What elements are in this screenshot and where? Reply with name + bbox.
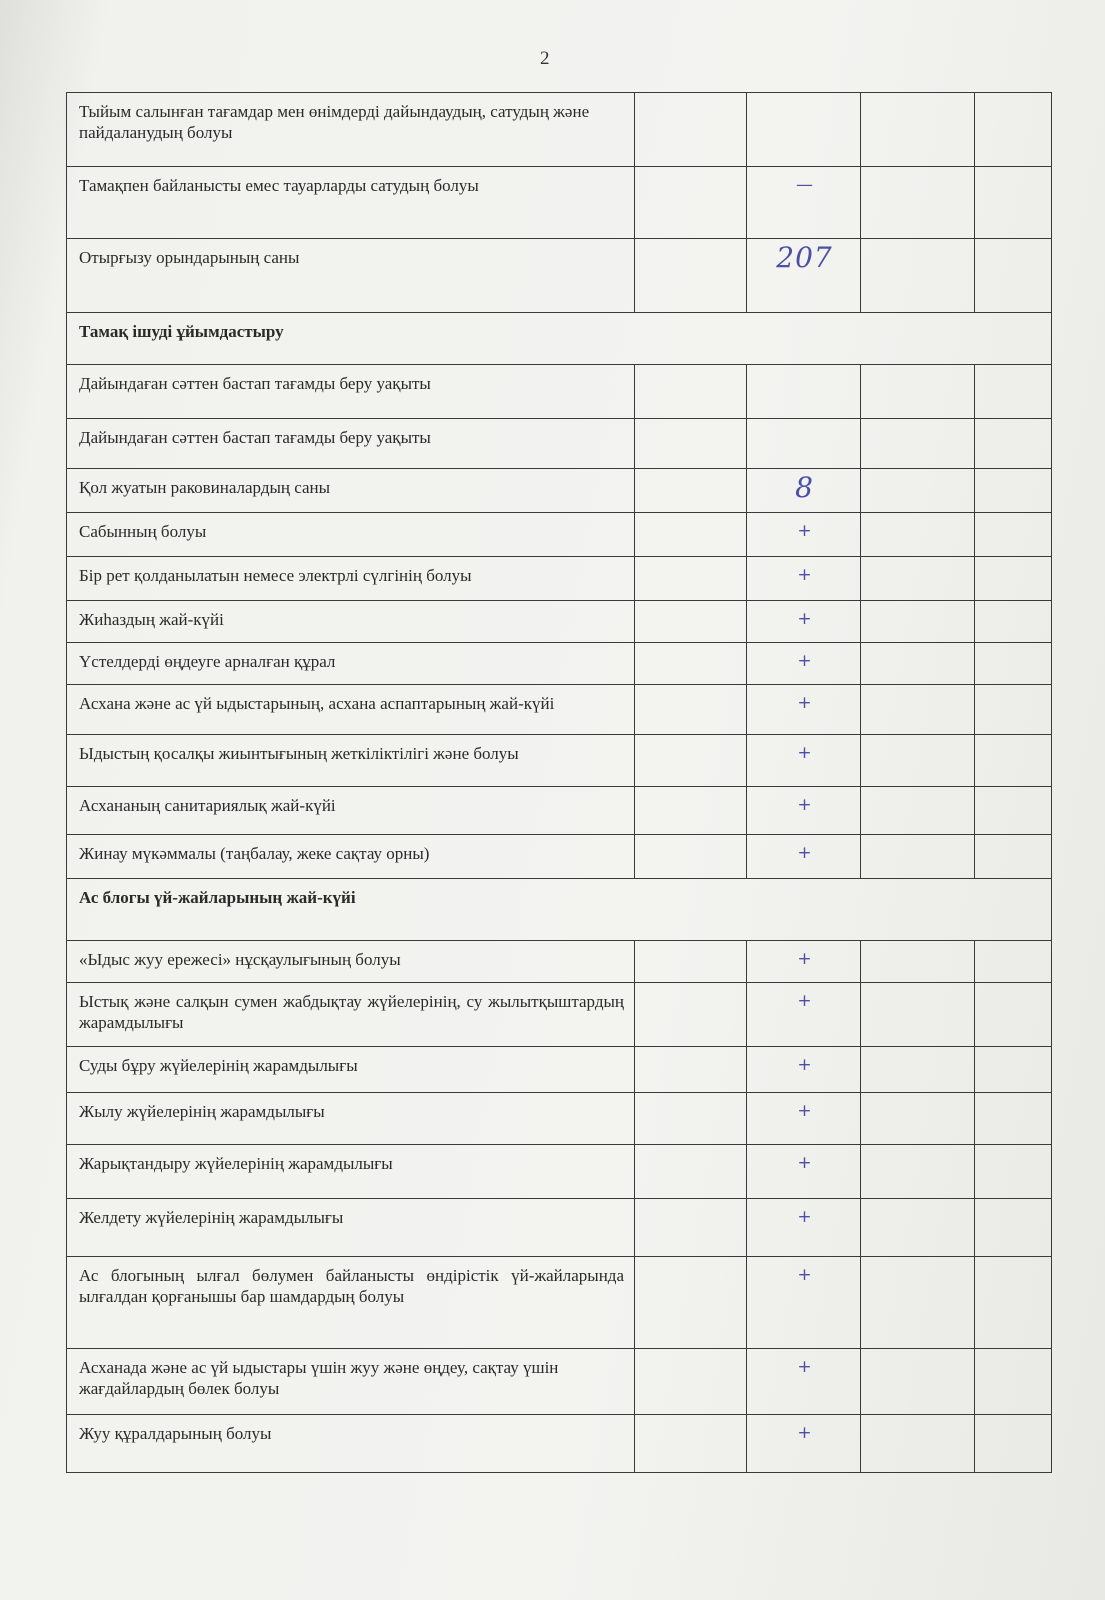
empty-cell [975, 735, 1052, 787]
empty-cell [975, 1199, 1052, 1257]
handwritten-mark: + [747, 513, 861, 557]
empty-cell [975, 1349, 1052, 1415]
empty-cell [635, 1257, 747, 1349]
table-row [67, 1349, 1052, 1415]
table-row [67, 513, 1052, 557]
handwritten-mark: + [747, 1257, 861, 1349]
row-label: Ыдыстың қосалқы жиынтығының жеткіліктілігі және болуы [67, 735, 635, 787]
table-row [67, 1093, 1052, 1145]
row-label: Тыйым салынған тағамдар мен өнімдерді дайындаудың, сатудың және пайдаланудың болуы [67, 93, 635, 167]
section-heading: Ас блогы үй-жайларының жай-күйі [67, 879, 1052, 941]
table-row [67, 1047, 1052, 1093]
inspection-table [66, 92, 1052, 1473]
handwritten-mark: + [747, 1145, 861, 1199]
empty-cell [861, 835, 975, 879]
handwritten-mark: + [747, 835, 861, 879]
row-label: Жылу жүйелерінің жарамдылығы [67, 1093, 635, 1145]
empty-cell [975, 167, 1052, 239]
table-row [67, 601, 1052, 643]
page-number: 2 [540, 48, 550, 69]
empty-cell [635, 1093, 747, 1145]
handwritten-mark: — [747, 167, 861, 239]
row-label: Тамақпен байланысты емес тауарларды сатудың болуы [67, 167, 635, 239]
table-row [67, 1257, 1052, 1349]
handwritten-mark: + [747, 1093, 861, 1145]
table-row [67, 983, 1052, 1047]
empty-cell [975, 365, 1052, 419]
empty-cell [635, 983, 747, 1047]
row-label: Желдету жүйелерінің жарамдылығы [67, 1199, 635, 1257]
empty-cell [861, 1257, 975, 1349]
empty-cell [975, 1415, 1052, 1473]
empty-cell [975, 513, 1052, 557]
row-label: Қол жуатын раковиналардың саны [67, 469, 635, 513]
row-label: Жиһаздың жай-күйі [67, 601, 635, 643]
empty-cell [861, 513, 975, 557]
table-row [67, 1199, 1052, 1257]
handwritten-mark: + [747, 941, 861, 983]
empty-cell [975, 419, 1052, 469]
row-label: Жинау мүкәммалы (таңбалау, жеке сақтау орны) [67, 835, 635, 879]
handwritten-mark: + [747, 787, 861, 835]
empty-cell [975, 93, 1052, 167]
empty-cell [861, 1199, 975, 1257]
handwritten-mark: 207 [747, 239, 861, 313]
empty-cell [861, 601, 975, 643]
empty-cell [635, 1199, 747, 1257]
empty-cell [635, 835, 747, 879]
empty-cell [861, 557, 975, 601]
empty-cell [975, 239, 1052, 313]
empty-cell [861, 735, 975, 787]
handwritten-mark: + [747, 1349, 861, 1415]
empty-cell [635, 469, 747, 513]
empty-cell [975, 469, 1052, 513]
table-row [67, 419, 1052, 469]
handwritten-mark: 8 [747, 469, 861, 513]
empty-cell [635, 685, 747, 735]
empty-cell [635, 1145, 747, 1199]
table-row [67, 365, 1052, 419]
empty-cell [635, 941, 747, 983]
row-label: Асхана және ас үй ыдыстарының, асхана аспаптарының жай-күйі [67, 685, 635, 735]
empty-cell [861, 1047, 975, 1093]
empty-cell [635, 167, 747, 239]
table-row [67, 557, 1052, 601]
empty-cell [861, 469, 975, 513]
empty-cell [861, 365, 975, 419]
row-label: Бір рет қолданылатын немесе электрлі сүлгінің болуы [67, 557, 635, 601]
handwritten-mark: + [747, 685, 861, 735]
empty-cell [975, 643, 1052, 685]
empty-cell [635, 93, 747, 167]
empty-cell [635, 513, 747, 557]
row-label: Жарықтандыру жүйелерінің жарамдылығы [67, 1145, 635, 1199]
empty-cell [975, 941, 1052, 983]
handwritten-mark: + [747, 1415, 861, 1473]
row-label: Ыстық және салқын сумен жабдықтау жүйелерінің, су жылытқыштардың жарамдылығы [67, 983, 635, 1047]
handwritten-mark [747, 93, 861, 167]
table-row [67, 239, 1052, 313]
row-label: «Ыдыс жуу ережесі» нұсқаулығының болуы [67, 941, 635, 983]
row-label: Үстелдерді өңдеуге арналған құрал [67, 643, 635, 685]
section-row [67, 879, 1052, 941]
empty-cell [975, 1093, 1052, 1145]
empty-cell [861, 1349, 975, 1415]
empty-cell [635, 787, 747, 835]
table-row [67, 469, 1052, 513]
table-row [67, 167, 1052, 239]
handwritten-mark: + [747, 601, 861, 643]
handwritten-mark: + [747, 557, 861, 601]
empty-cell [975, 1047, 1052, 1093]
empty-cell [635, 419, 747, 469]
empty-cell [975, 685, 1052, 735]
handwritten-mark: + [747, 1199, 861, 1257]
row-label: Сабынның болуы [67, 513, 635, 557]
empty-cell [861, 983, 975, 1047]
row-label: Суды бұру жүйелерінің жарамдылығы [67, 1047, 635, 1093]
empty-cell [975, 787, 1052, 835]
handwritten-mark: + [747, 1047, 861, 1093]
handwritten-mark: + [747, 983, 861, 1047]
empty-cell [635, 1415, 747, 1473]
table-row [67, 787, 1052, 835]
empty-cell [635, 239, 747, 313]
empty-cell [861, 239, 975, 313]
empty-cell [861, 787, 975, 835]
empty-cell [635, 365, 747, 419]
empty-cell [975, 1145, 1052, 1199]
empty-cell [861, 167, 975, 239]
row-label: Асхананың санитариялық жай-күйі [67, 787, 635, 835]
row-label: Асханада және ас үй ыдыстары үшін жуу және өңдеу, сақтау үшін жағдайлардың бөлек болуы [67, 1349, 635, 1415]
table-row [67, 93, 1052, 167]
empty-cell [861, 419, 975, 469]
section-heading: Тамақ ішуді ұйымдастыру [67, 313, 1052, 365]
table-row [67, 643, 1052, 685]
row-label: Жуу құралдарының болуы [67, 1415, 635, 1473]
empty-cell [861, 1093, 975, 1145]
table-row [67, 1145, 1052, 1199]
handwritten-mark: + [747, 643, 861, 685]
empty-cell [861, 685, 975, 735]
empty-cell [975, 557, 1052, 601]
section-row [67, 313, 1052, 365]
empty-cell [861, 1145, 975, 1199]
empty-cell [975, 601, 1052, 643]
empty-cell [861, 93, 975, 167]
empty-cell [635, 1047, 747, 1093]
table-row [67, 835, 1052, 879]
empty-cell [861, 643, 975, 685]
empty-cell [861, 1415, 975, 1473]
table-row [67, 1415, 1052, 1473]
empty-cell [635, 557, 747, 601]
empty-cell [975, 835, 1052, 879]
empty-cell [635, 1349, 747, 1415]
row-label: Дайындаған сәттен бастап тағамды беру уақыты [67, 419, 635, 469]
empty-cell [861, 941, 975, 983]
handwritten-mark [747, 419, 861, 469]
empty-cell [975, 983, 1052, 1047]
row-label: Отырғызу орындарының саны [67, 239, 635, 313]
table-row [67, 941, 1052, 983]
row-label: Дайындаған сәттен бастап тағамды беру уақыты [67, 365, 635, 419]
empty-cell [635, 643, 747, 685]
empty-cell [975, 1257, 1052, 1349]
table-row [67, 735, 1052, 787]
row-label: Ас блогының ылғал бөлумен байланысты өндірістік үй-жайларында ылғалдан қорғанышы бар шамдардың болуы [67, 1257, 635, 1349]
handwritten-mark: + [747, 735, 861, 787]
table-row [67, 685, 1052, 735]
empty-cell [635, 735, 747, 787]
handwritten-mark [747, 365, 861, 419]
empty-cell [635, 601, 747, 643]
